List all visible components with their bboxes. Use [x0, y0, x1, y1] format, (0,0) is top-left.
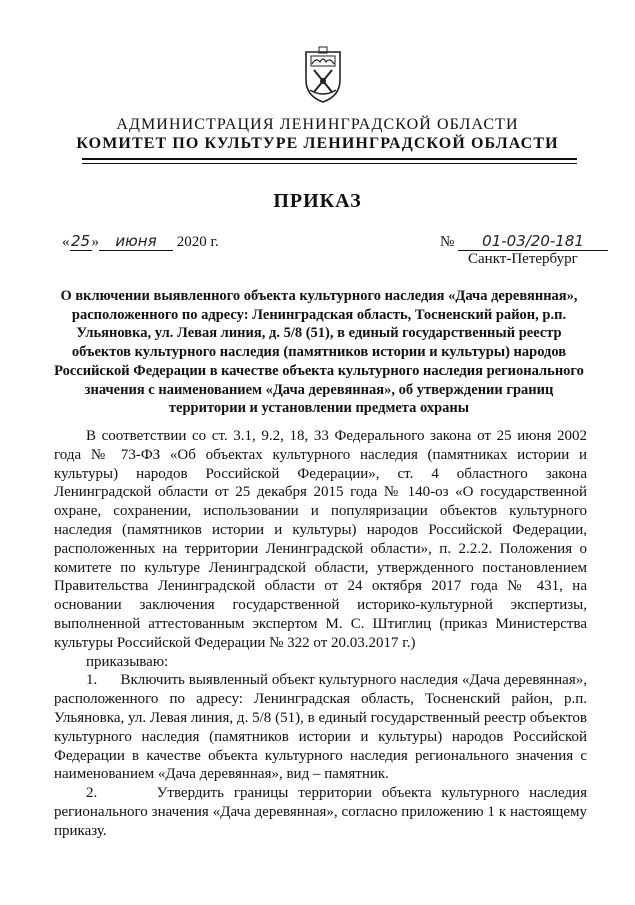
number-value: 01-03/20-181	[458, 232, 608, 251]
item-text: Утвердить границы территории объекта культурного наследия регионального значения «Дача деревянная», согласно приложению 1 к настоящему приказу.	[54, 785, 588, 839]
date-close-quote: »	[91, 234, 99, 250]
date-day: 25	[70, 232, 91, 250]
header-rule-thick	[82, 158, 577, 160]
document-number	[440, 232, 608, 251]
document-city: Санкт-Петербург	[468, 251, 578, 267]
document-title: ПРИКАЗ	[273, 190, 362, 212]
document-date	[62, 232, 219, 251]
date-open-quote: «	[62, 234, 70, 250]
header-rule-thin	[82, 163, 577, 164]
document-subject: О включении выявленного объекта культурного наследия «Дача деревянная», расположенного по адресу: Ленинградская область, Тосненский район, р.п. Ульяновка, ул. Левая линия, д. 5/8 (51), в единый государственный реестр объектов культурного наследия (памятников истории и культуры) народов Российской Федерации в качестве объекта культурного наследия регионального значения с наименованием «Дача деревянная», об утверждении границ территории и установлении предмета охраны	[54, 288, 584, 417]
item-number: 2.	[86, 785, 98, 802]
item-number: 1.	[86, 672, 98, 689]
committee-name: КОМИТЕТ ПО КУЛЬТУРЕ ЛЕНИНГРАДСКОЙ ОБЛАСТИ	[76, 135, 559, 152]
administration-name: АДМИНИСТРАЦИЯ ЛЕНИНГРАДСКОЙ ОБЛАСТИ	[116, 116, 519, 133]
list-item	[54, 784, 587, 840]
number-prefix: №	[440, 234, 455, 250]
date-year: 2020 г.	[176, 234, 219, 250]
preamble-paragraph: В соответствии со ст. 3.1, 9.2, 18, 33 Федерального закона от 25 июня 2002 года № 73-ФЗ «Об объектах культурного наследия (памятниках истории и культуры) народов Российской Федерации», ст. 4 областного закона Ленинградской области от 25 декабря 2015 года № 140-оз «О государственной охране, сохранении, использовании и популяризации объектов культурного наследия (памятников истории и культуры) народов Российской Федерации, расположенных на территории Ленинградской области», п. 2.2.2. Положения о комитете по культуре Ленинградской области, утвержденного постановлением Правительства Ленинградской области от 24 октября 2017 года № 431, на основании заключения государственной историко-культурной экспертизы, выполненной аттестованным экспертом М. С. Штиглиц (приказ Министерства культуры Российской Федерации № 322 от 20.03.2017 г.)	[54, 428, 587, 651]
document-body	[54, 427, 587, 841]
date-month: июня	[99, 232, 173, 251]
order-word: приказываю:	[86, 653, 169, 670]
list-item	[54, 671, 587, 784]
item-text: Включить выявленный объект культурного наследия «Дача деревянная», расположенного по адресу: Ленинградская область, Тосненский район, р.п. Ульяновка, ул. Левая линия, д. 5/8 (51), в единый государственный реестр объектов культурного наследия (памятников истории и культуры) народов Российской Федерации в качестве объекта культурного наследия регионального значения с наименованием «Дача деревянная», вид – памятник.	[54, 672, 587, 783]
leningrad-oblast-coat-of-arms-icon	[302, 46, 344, 104]
